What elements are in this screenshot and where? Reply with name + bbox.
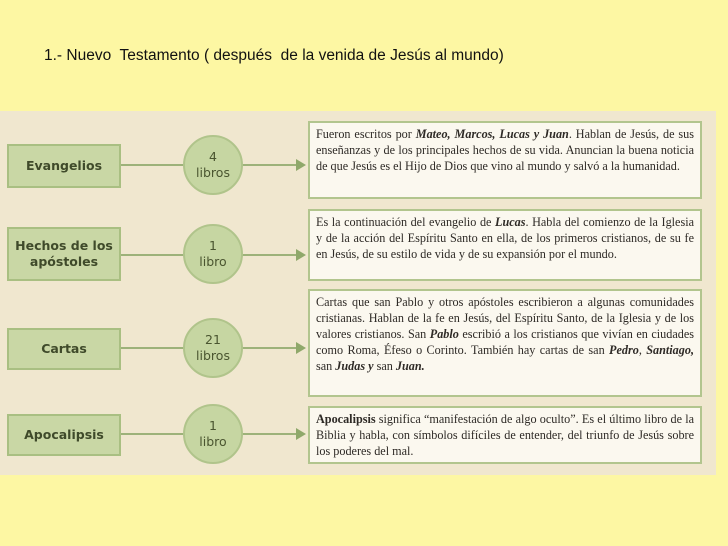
text-segment: Apocalipsis [316,412,376,426]
category-label: Hechos de los apóstoles [7,227,121,281]
book-count-number: 1 [209,238,217,254]
text-segment: Judas y [335,359,374,373]
text-segment: Mateo, Marcos, Lucas y Juan [415,127,569,141]
text-segment: significa “manifestación de algo oculto”. Es el último libro de la Biblia y habla, con símbolos difíciles de entender, del triunfo de Jesús sobre los poderes del mal. [316,412,694,458]
arrow-icon [296,249,306,261]
text-segment: Pablo [429,327,459,341]
book-count-unit: libros [196,165,230,180]
text-segment: Fueron escritos por [316,127,416,141]
description-box [308,406,702,464]
description-box [308,121,702,199]
text-segment: san [373,359,396,373]
text-segment: san [316,359,336,373]
text-segment: Pedro [609,343,639,357]
text-segment: Juan. [395,359,425,373]
book-count-unit: libro [199,254,227,269]
description-box [308,209,702,281]
book-count-circle [183,135,243,195]
text-segment: Lucas [495,215,526,229]
description-box [308,289,702,397]
text-segment: . Hablan de Jesús, de sus enseñanzas y de los principales hechos de su vida. Anuncian la buena noticia de que Jesús es el Hijo de Dios que vino al mundo y salvó a la humanidad. [316,127,694,173]
category-label: Cartas [7,328,121,370]
book-count-number: 21 [205,332,221,348]
text-segment: Cartas que san Pablo y otros apóstoles escribieron a algunas comunidades cristianas. Hablan de la fe en Jesús, del Espíritu Santo, de la Iglesia y de los valores cristianos. San [316,295,694,341]
book-count-unit: libros [196,348,230,363]
book-count-circle [183,224,243,284]
diagram-panel [0,111,716,475]
category-label: Apocalipsis [7,414,121,456]
slide-title: 1.- Nuevo Testamento ( después de la venida de Jesús al mundo) [44,47,504,64]
book-count-number: 1 [209,418,217,434]
arrow-icon [296,428,306,440]
book-count-circle [183,318,243,378]
category-label: Evangelios [7,144,121,188]
book-count-number: 4 [209,149,217,165]
book-count-unit: libro [199,434,227,449]
text-segment: escribió a los cristianos que vivían en ciudades como Roma, Éfeso o Corinto. También hay cartas de san [316,327,695,357]
text-segment: , [638,343,647,357]
text-segment: Es la continuación del evangelio de [316,215,496,229]
text-segment: . Habla del comienzo de la Iglesia y de la acción del Espíritu Santo en ella, de los primeros cristianos, de su fe en Jesús, de su estilo de vida y de su expansión por el mundo. [316,215,694,261]
book-count-circle [183,404,243,464]
text-segment: Santiago, [646,343,695,357]
arrow-icon [296,159,306,171]
arrow-icon [296,342,306,354]
